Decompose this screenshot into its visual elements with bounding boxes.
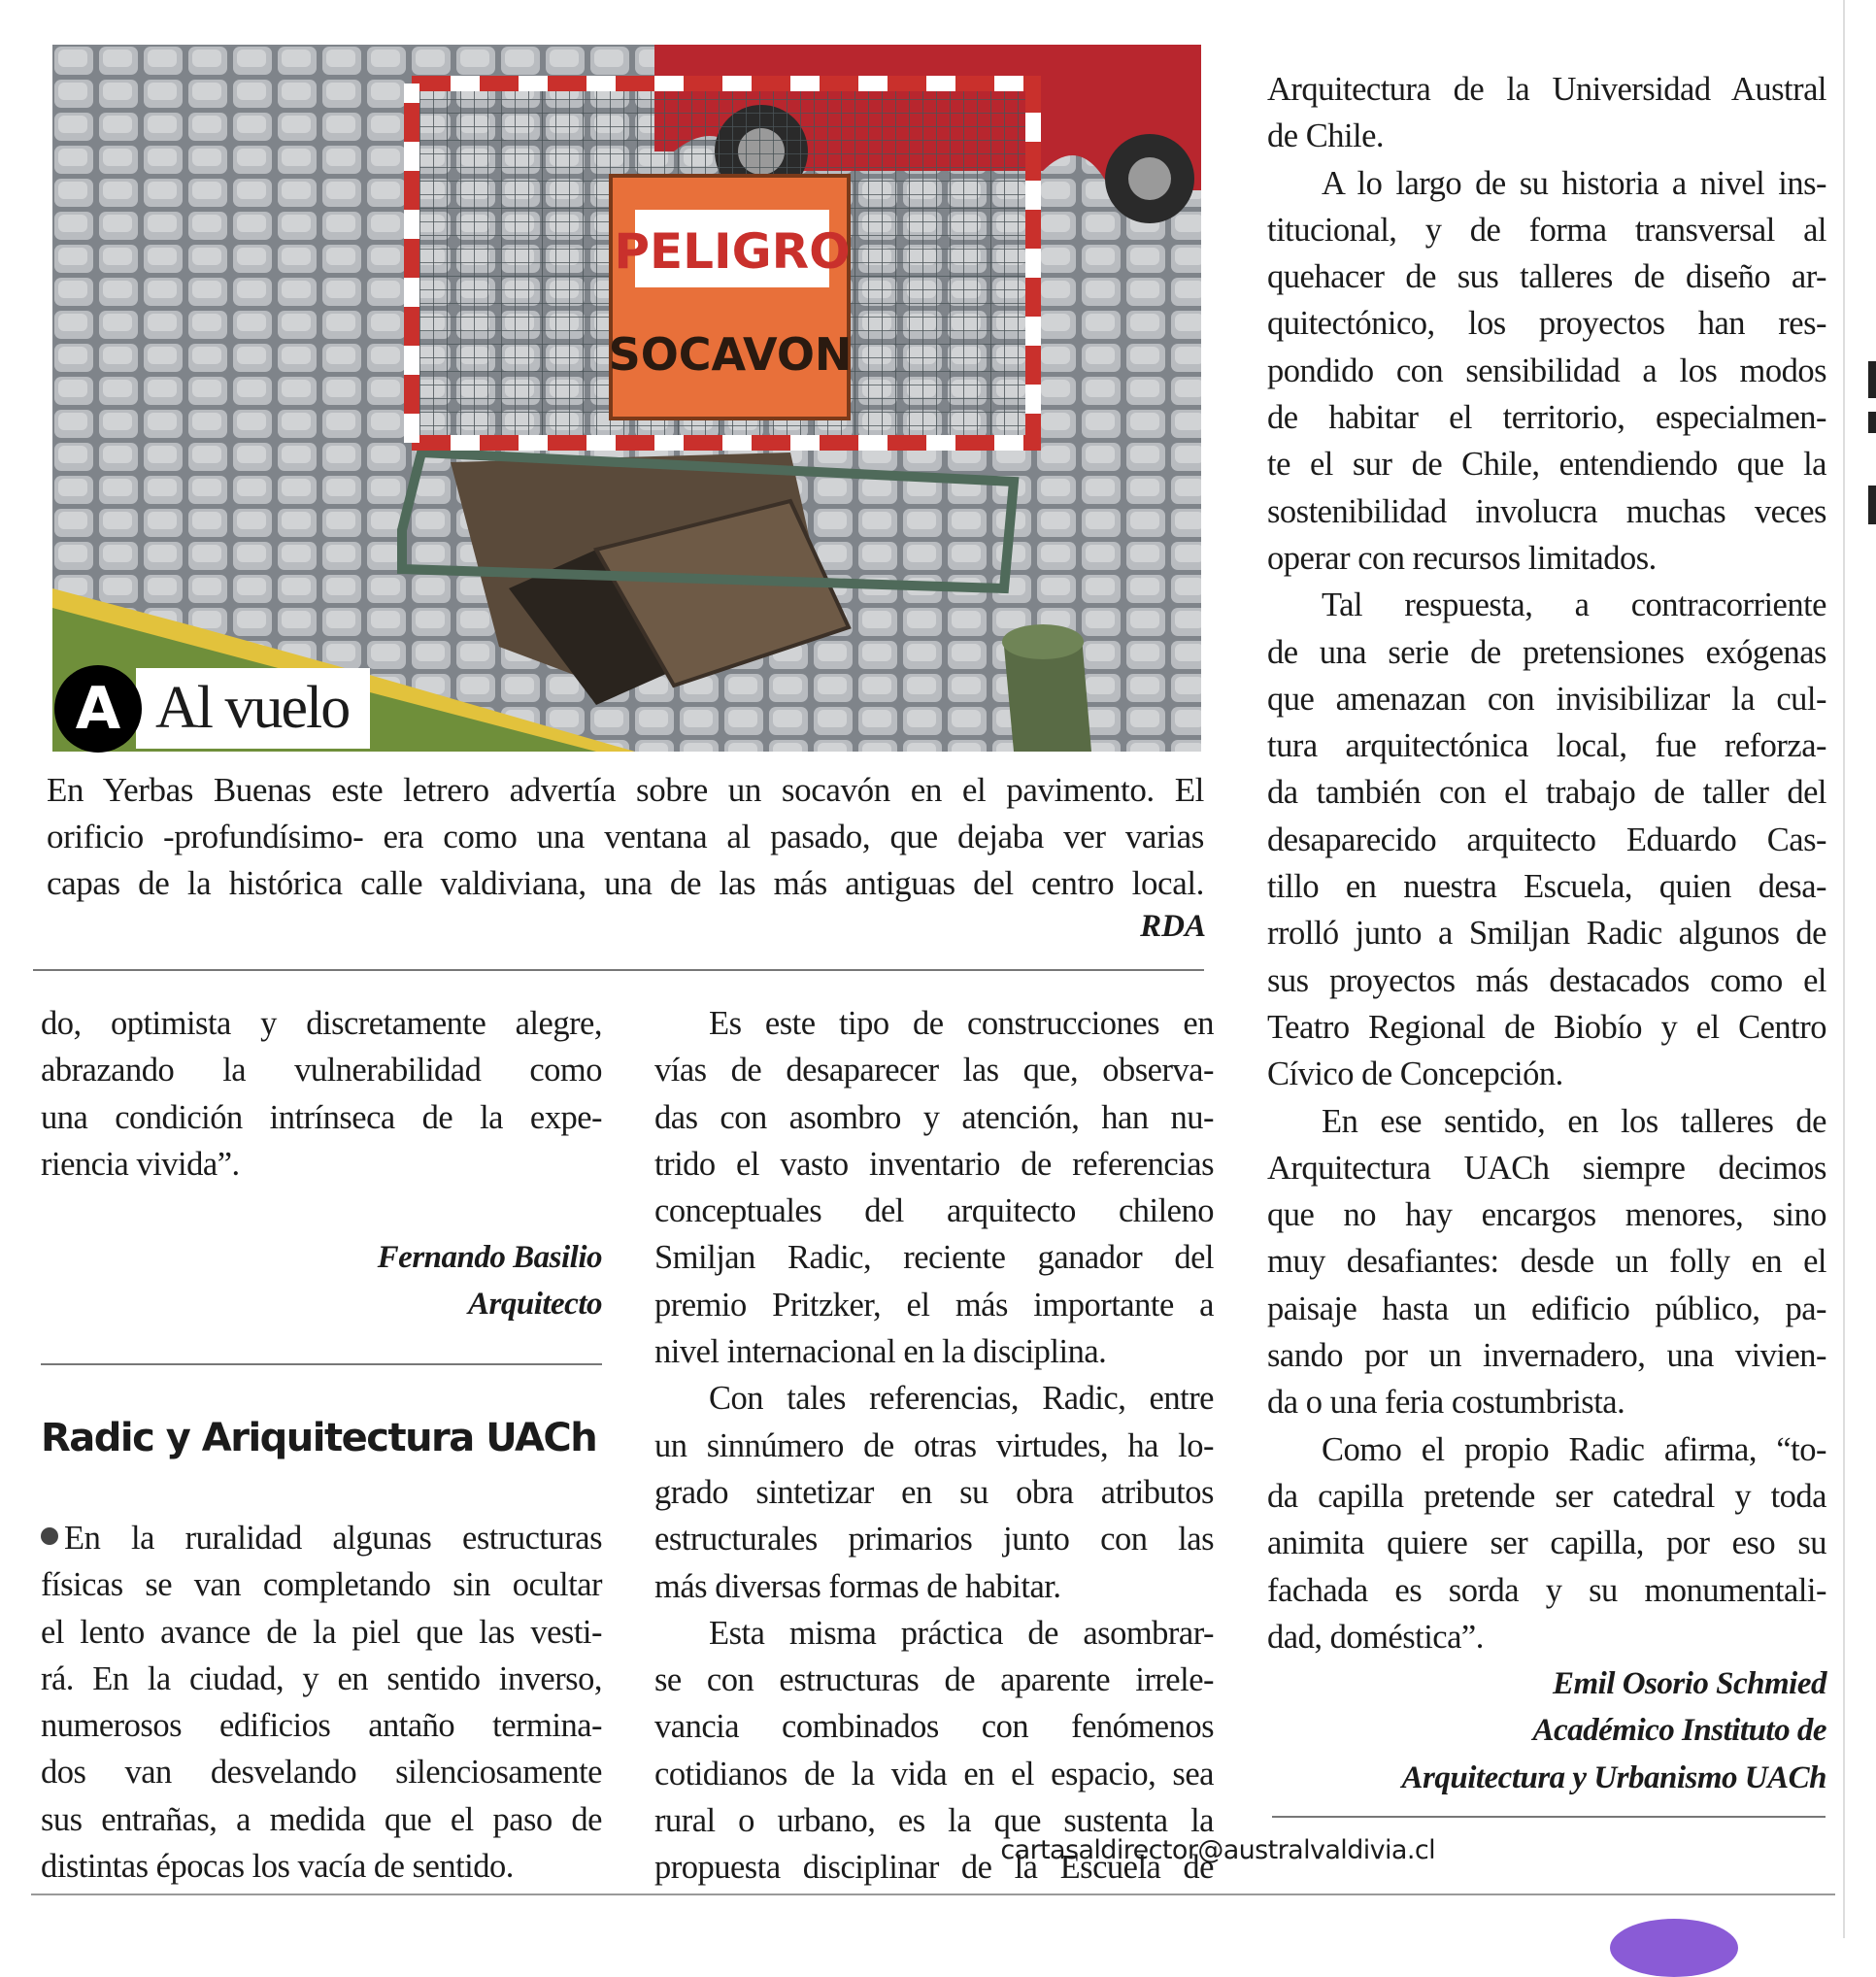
text-line: En ese sentido, en los talleres de (1322, 1102, 1826, 1140)
sign-text-peligro: PELIGRO (614, 223, 851, 280)
text-line: desaparecido arquitecto Eduardo Cas- (1267, 821, 1826, 858)
article-author-role: Académico Instituto de (1532, 1713, 1826, 1749)
text-line: da o una feria costumbrista. (1267, 1384, 1625, 1422)
text-line: titucional, y de forma transversal al (1267, 211, 1826, 249)
sign-text-socavon: SOCAVON (608, 328, 853, 381)
text-line: estructurales primarios junto con las (654, 1521, 1214, 1558)
bullet-icon (41, 1527, 58, 1545)
text-line: vías de desaparecer las que, observa- (654, 1052, 1214, 1089)
text-line: te el sur de Chile, entendiendo que la (1267, 446, 1826, 484)
edge-mark (1868, 486, 1876, 524)
text-line: tillo en nuestra Escuela, quien desa- (1267, 868, 1826, 906)
text-line: rural o urbano, es la que sustenta la (654, 1802, 1214, 1840)
section-badge (54, 672, 370, 745)
badge-label: Al vuelo (136, 668, 370, 749)
letter-separator (41, 1363, 602, 1365)
text-line: quitectónico, los proyectos han res- (1267, 305, 1826, 343)
text-line: abrazando la vulnerabilidad como (41, 1052, 602, 1089)
page-bottom-rule (31, 1893, 1835, 1895)
text-line: sus entrañas, a medida que el paso de (41, 1800, 602, 1838)
text-line: pondido con sensibilidad a los modos (1267, 352, 1826, 389)
text-line: da también con el trabajo de taller del (1267, 774, 1826, 812)
article-heading: Radic y Ariquitectura UACh (41, 1416, 597, 1460)
badge-letter: A (54, 665, 142, 753)
text-line: quehacer de sus talleres de diseño ar- (1267, 258, 1826, 296)
text-line: trido el vasto inventario de referencias (654, 1145, 1214, 1183)
edge-mark (1868, 412, 1876, 433)
text-line: dad, doméstica”. (1267, 1618, 1484, 1656)
text-line: riencia vivida”. (41, 1145, 240, 1183)
photo-credit: RDA (1140, 909, 1206, 944)
text-line: fachada es sorda y su monumentali- (1267, 1571, 1826, 1609)
text-line: A lo largo de su historia a nivel ins- (1322, 164, 1826, 202)
text-line: Tal respuesta, a contracorriente (1322, 586, 1826, 624)
text-line: sando por un invernadero, una vivien- (1267, 1337, 1826, 1375)
text-line: sus proyectos más destacados como el (1267, 961, 1826, 999)
text-line: das con asombro y atención, han nu- (654, 1098, 1214, 1136)
news-photo (52, 45, 1201, 752)
caption-rule (33, 969, 1204, 971)
text-line (41, 1515, 602, 1561)
text-line: cotidianos de la vida en el espacio, sea (654, 1755, 1214, 1793)
text-line: vancia combinados con fenómenos (654, 1708, 1214, 1746)
text-line: da capilla pretende ser catedral y toda (1267, 1477, 1826, 1515)
text-line: operar con recursos limitados. (1267, 539, 1657, 577)
contact-email[interactable]: cartasaldirector@australvaldivia.cl (1000, 1835, 1435, 1865)
text-line: Teatro Regional de Biobío y el Centro (1267, 1008, 1826, 1046)
text-span: En la ruralidad algunas estructuras (64, 1520, 602, 1557)
article-lead (41, 1515, 602, 1890)
text-line: nivel internacional en la disciplina. (654, 1333, 1107, 1371)
page-edge (1843, 0, 1845, 1938)
text-line: rá. En la ciudad, y en sentido inverso, (41, 1659, 602, 1697)
text-line: más diversas formas de habitar. (654, 1567, 1061, 1605)
text-line: numerosos edificios antaño termina- (41, 1707, 602, 1745)
text-line: animita quiere ser capilla, por eso su (1267, 1525, 1826, 1562)
text-line: de habitar el territorio, especialmen- (1267, 399, 1826, 437)
text-line: Esta misma práctica de asombrar- (709, 1614, 1214, 1652)
text-line: grado sintetizar en su obra atributos (654, 1473, 1214, 1511)
photo-caption (47, 767, 1204, 907)
text-line: Como el propio Radic afirma, “to- (1322, 1430, 1826, 1468)
letter-author-role: Arquitecto (467, 1287, 602, 1323)
text-line: do, optimista y discretamente alegre, (41, 1005, 602, 1042)
text-line: conceptuales del arquitecto chileno (654, 1192, 1214, 1230)
text-line: Cívico de Concepción. (1267, 1056, 1563, 1093)
text-line: que amenazan con invisibilizar la cul- (1267, 680, 1826, 718)
caption-line: capas de la histórica calle valdiviana, una de las más antiguas del centro local. (47, 864, 1204, 902)
caption-line: En Yerbas Buenas este letrero advertía sobre un socavón en el pavimento. El (47, 771, 1204, 809)
text-line: muy desafiantes: desde un folly en el (1267, 1243, 1826, 1281)
text-line: se con estructuras de aparente irrele- (654, 1661, 1214, 1699)
text-line: Con tales referencias, Radic, entre (709, 1380, 1214, 1418)
signature-rule (1272, 1816, 1826, 1818)
text-line: Smiljan Radic, reciente ganador del (654, 1239, 1214, 1277)
text-line: físicas se van completando sin ocultar (41, 1566, 602, 1604)
text-line: que no hay encargos menores, sino (1267, 1196, 1826, 1234)
letter-ending (41, 1000, 602, 1328)
article-author-role: Arquitectura y Urbanismo UACh (1401, 1759, 1826, 1795)
text-line: de Chile. (1267, 117, 1385, 155)
text-line: dos van desvelando silenciosamente (41, 1754, 602, 1792)
logo-fragment (1610, 1919, 1738, 1977)
text-line: Arquitectura UACh siempre decimos (1267, 1149, 1826, 1187)
text-line: propuesta disciplinar de la Escuela de (654, 1849, 1214, 1887)
article-middle-column (654, 1000, 1214, 1892)
text-line: distintas épocas los vacía de sentido. (41, 1848, 514, 1886)
caption-line: orificio -profundísimo- era como una ventana al pasado, que dejaba ver varias (47, 818, 1204, 855)
letter-author: Fernando Basilio (377, 1240, 602, 1276)
text-line: el lento avance de la piel que las vesti- (41, 1613, 602, 1651)
text-line: una condición intrínseca de la expe- (41, 1098, 602, 1136)
article-right-column (1267, 66, 1826, 1801)
text-line: premio Pritzker, el más importante a (654, 1286, 1214, 1324)
article-author: Emil Osorio Schmied (1552, 1666, 1826, 1702)
edge-mark (1868, 361, 1876, 398)
text-line: Es este tipo de construcciones en (709, 1005, 1214, 1042)
text-line: tura arquitectónica local, fue reforza- (1267, 727, 1826, 765)
photo-illustration (52, 45, 1201, 752)
text-line: sostenibilidad involucra muchas veces (1267, 492, 1826, 530)
text-line: paisaje hasta un edificio público, pa- (1267, 1290, 1826, 1327)
text-line: Arquitectura de la Universidad Austral (1267, 71, 1826, 108)
text-line: un sinnúmero de otras virtudes, ha lo- (654, 1426, 1214, 1464)
text-line: rrolló junto a Smiljan Radic algunos de (1267, 915, 1826, 953)
text-line: de una serie de pretensiones exógenas (1267, 633, 1826, 671)
